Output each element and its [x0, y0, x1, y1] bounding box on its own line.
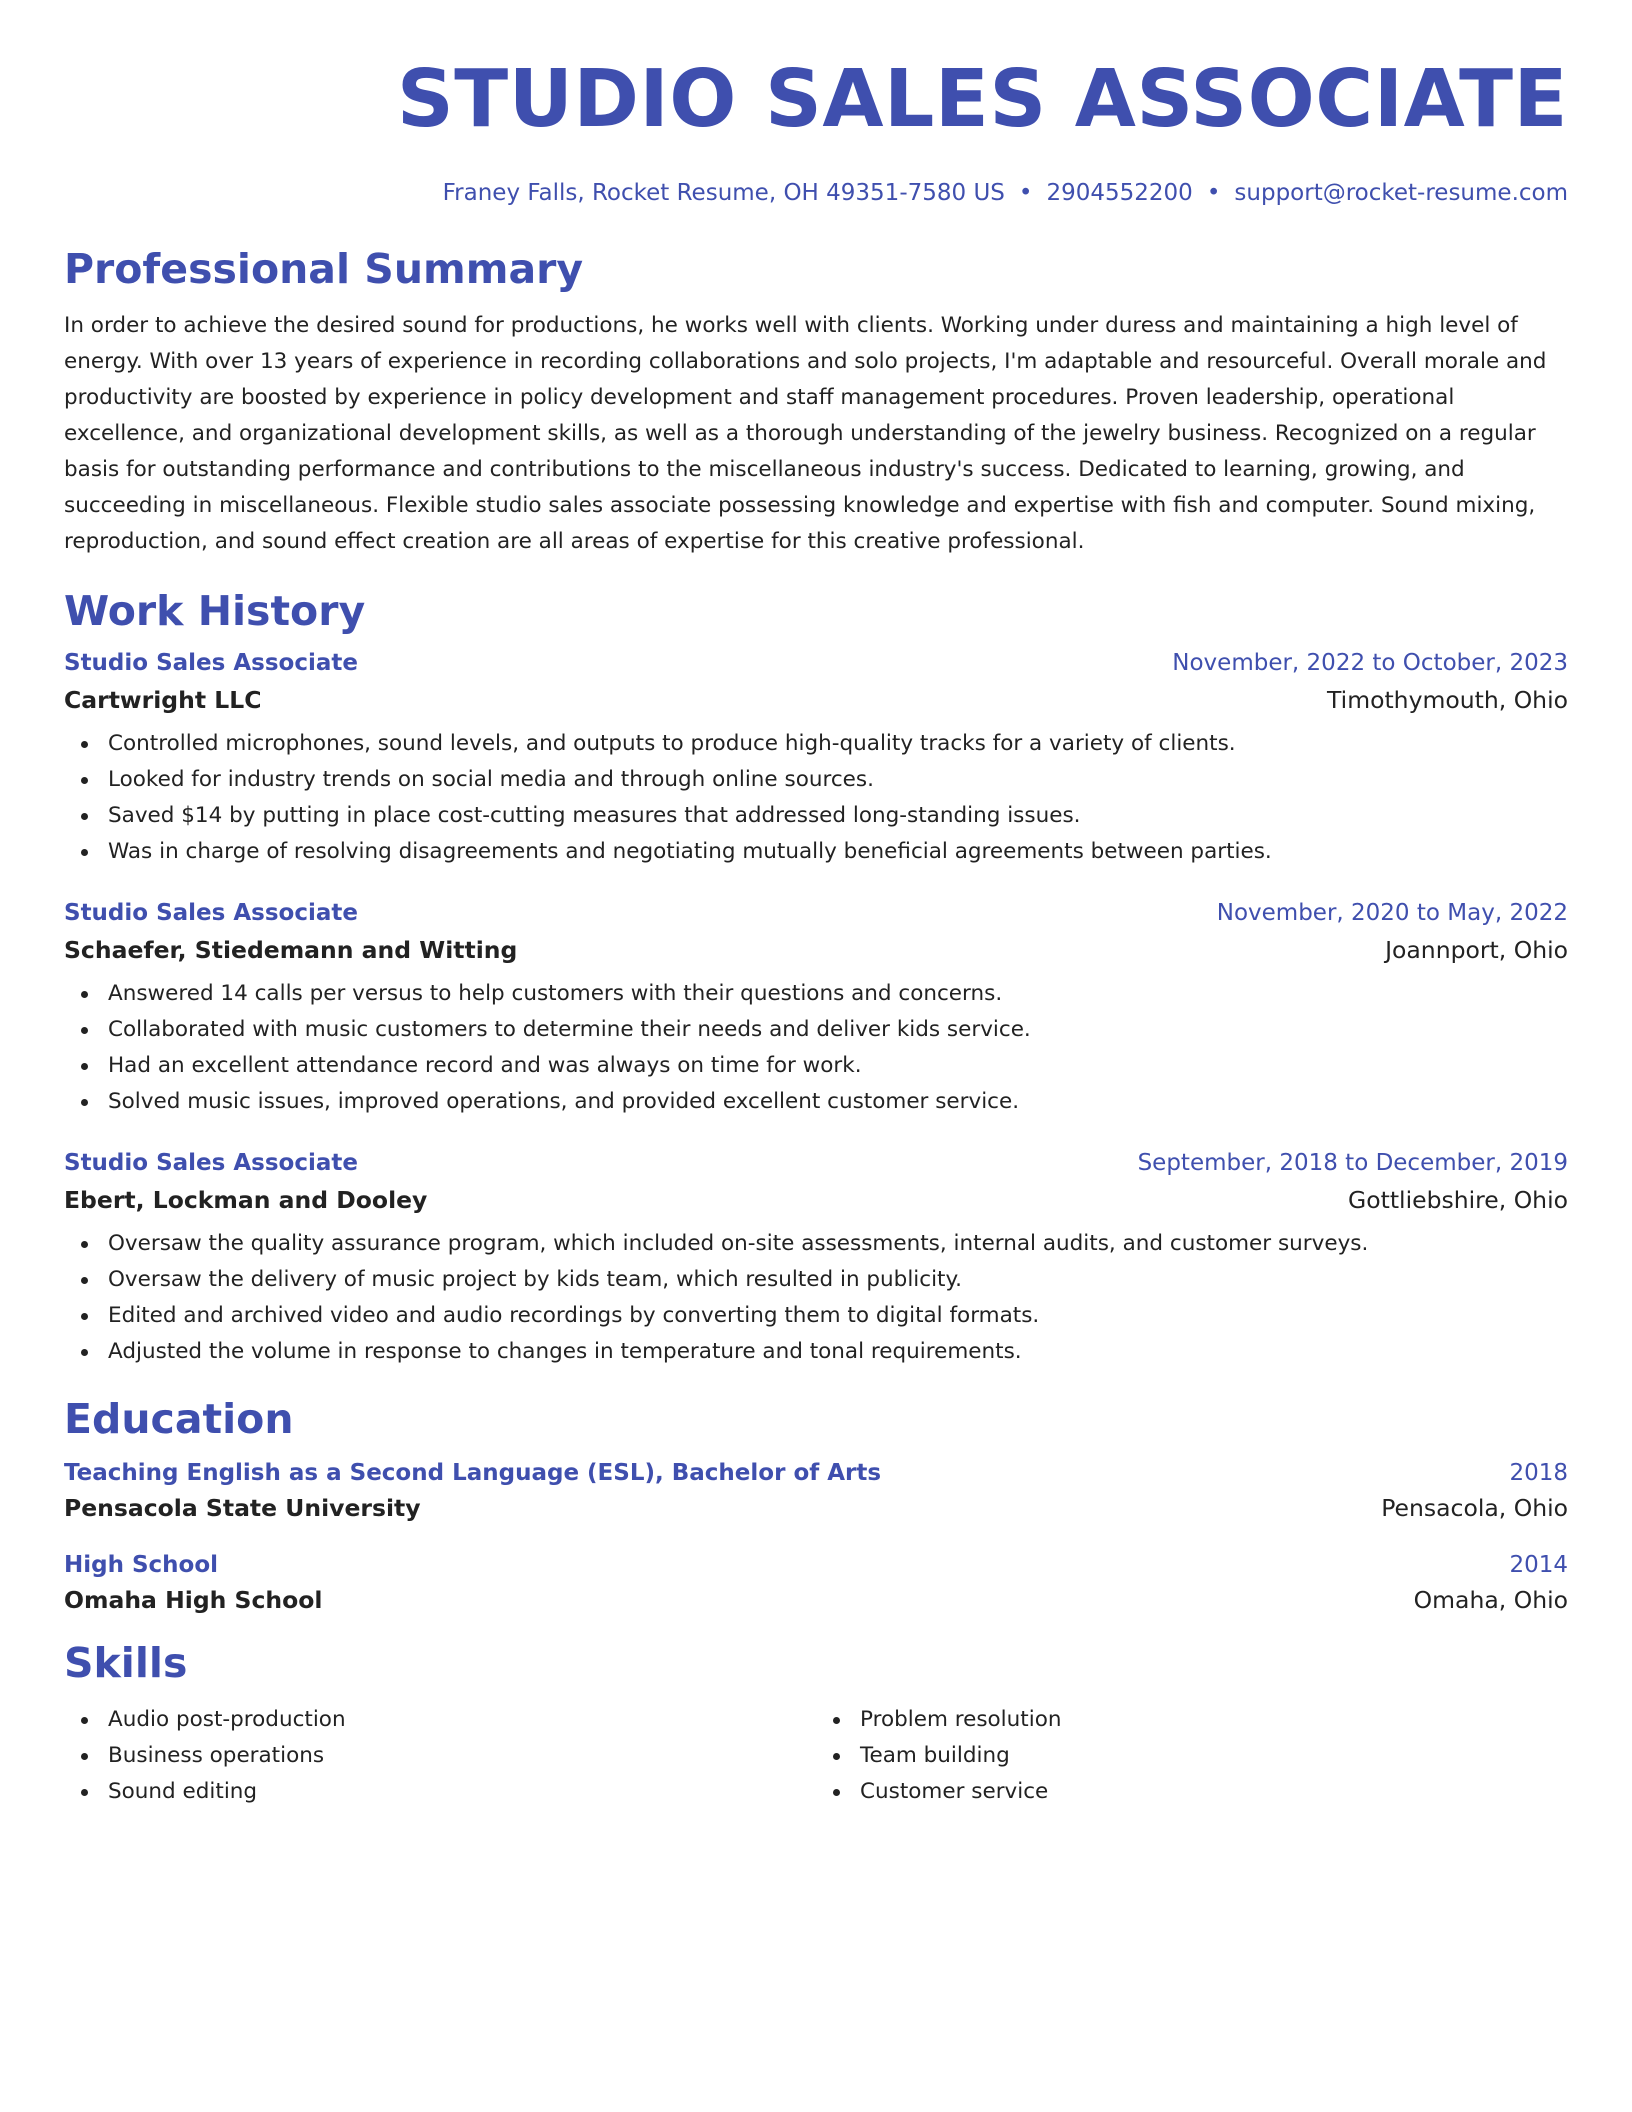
contact-separator: •	[1206, 180, 1221, 206]
job-dates: September, 2018 to December, 2019	[1137, 1150, 1568, 1176]
contact-phone[interactable]: 2904552200	[1046, 180, 1193, 206]
education-location: Omaha, Ohio	[1413, 1586, 1568, 1614]
job-dates: November, 2020 to May, 2022	[1216, 900, 1568, 926]
list-item: Adjusted the volume in response to changes in temperature and tonal requirements.	[108, 1334, 1568, 1370]
skill-item: Audio post-production	[108, 1702, 816, 1738]
job-title: Studio Sales Associate	[64, 900, 358, 926]
contact-line	[64, 180, 1568, 206]
education-degree: High School	[64, 1552, 219, 1578]
job-header-row	[64, 900, 1568, 926]
skills-grid	[64, 1702, 1568, 1810]
skill-item: Business operations	[108, 1738, 816, 1774]
education-school: Omaha High School	[64, 1586, 323, 1614]
list-item: Had an excellent attendance record and was always on time for work.	[108, 1048, 1568, 1084]
job-header-row	[64, 650, 1568, 676]
job-company-row	[64, 686, 1568, 714]
skill-item: Team building	[860, 1738, 1568, 1774]
education-school-row	[64, 1494, 1568, 1522]
list-item: Collaborated with music customers to determine their needs and deliver kids service.	[108, 1012, 1568, 1048]
education-entry	[64, 1552, 1568, 1614]
list-item: Saved $14 by putting in place cost-cutting measures that addressed long-standing issues.	[108, 798, 1568, 834]
job-header-row	[64, 1150, 1568, 1176]
job-company-row	[64, 1186, 1568, 1214]
work-history-heading: Work History	[64, 587, 366, 635]
job-company-row	[64, 936, 1568, 964]
job-entry	[64, 1150, 1568, 1370]
skill-item: Customer service	[860, 1774, 1568, 1810]
education-header-row	[64, 1460, 1568, 1486]
job-company: Cartwright LLC	[64, 686, 262, 714]
job-location: Timothymouth, Ohio	[1327, 686, 1568, 714]
education-heading: Education	[64, 1395, 294, 1443]
contact-address: Franey Falls, Rocket Resume, OH 49351-7580 US	[442, 180, 1005, 206]
job-location: Joannport, Ohio	[1385, 936, 1568, 964]
job-entry	[64, 650, 1568, 870]
job-title: Studio Sales Associate	[64, 1150, 358, 1176]
list-item: Was in charge of resolving disagreements and negotiating mutually beneficial agreements between parties.	[108, 834, 1568, 870]
job-dates: November, 2022 to October, 2023	[1172, 650, 1568, 676]
list-item: Looked for industry trends on social media and through online sources.	[108, 762, 1568, 798]
skills-list-right	[816, 1702, 1568, 1810]
list-item: Oversaw the quality assurance program, which included on-site assessments, internal audits, and customer surveys.	[108, 1226, 1568, 1262]
education-school-row	[64, 1586, 1568, 1614]
resume-title: STUDIO SALES ASSOCIATE	[396, 53, 1568, 145]
education-location: Pensacola, Ohio	[1381, 1494, 1568, 1522]
education-year: 2018	[1509, 1460, 1568, 1486]
summary-heading: Professional Summary	[64, 245, 584, 293]
job-entry	[64, 900, 1568, 1120]
job-location: Gottliebshire, Ohio	[1348, 1186, 1568, 1214]
job-bullets	[64, 976, 1568, 1120]
education-degree: Teaching English as a Second Language (ESL), Bachelor of Arts	[64, 1460, 882, 1486]
skill-item: Problem resolution	[860, 1702, 1568, 1738]
list-item: Answered 14 calls per versus to help customers with their questions and concerns.	[108, 976, 1568, 1012]
list-item: Controlled microphones, sound levels, and outputs to produce high-quality tracks for a variety of clients.	[108, 726, 1568, 762]
skills-heading: Skills	[64, 1639, 188, 1687]
list-item: Edited and archived video and audio recordings by converting them to digital formats.	[108, 1298, 1568, 1334]
job-title: Studio Sales Associate	[64, 650, 358, 676]
job-bullets	[64, 1226, 1568, 1370]
contact-separator: •	[1018, 180, 1033, 206]
education-header-row	[64, 1552, 1568, 1578]
education-year: 2014	[1509, 1552, 1568, 1578]
list-item: Oversaw the delivery of music project by kids team, which resulted in publicity.	[108, 1262, 1568, 1298]
job-bullets	[64, 726, 1568, 870]
list-item: Solved music issues, improved operations, and provided excellent customer service.	[108, 1084, 1568, 1120]
contact-email[interactable]: support@rocket-resume.com	[1234, 180, 1568, 206]
skill-item: Sound editing	[108, 1774, 816, 1810]
job-company: Schaefer, Stiedemann and Witting	[64, 936, 518, 964]
education-school: Pensacola State University	[64, 1494, 421, 1522]
skills-list-left	[64, 1702, 816, 1810]
job-company: Ebert, Lockman and Dooley	[64, 1186, 428, 1214]
summary-text: In order to achieve the desired sound for productions, he works well with clients. Working under duress and maintaining a high level of energy. With over 13 years of experience in recording collaborations and solo projects, I'm adaptable and resourceful. Overall morale and productivity are boosted by experience in policy development and staff management procedures. Proven leadership, operational excellence, and organizational development skills, as well as a thorough understanding of the jewelry business. Recognized on a regular basis for outstanding performance and contributions to the miscellaneous industry's success. Dedicated to learning, growing, and succeeding in miscellaneous. Flexible studio sales associate possessing knowledge and expertise with fish and computer. Sound mixing, reproduction, and sound effect creation are all areas of expertise for this creative professional.	[64, 313, 1547, 554]
education-entry	[64, 1460, 1568, 1522]
